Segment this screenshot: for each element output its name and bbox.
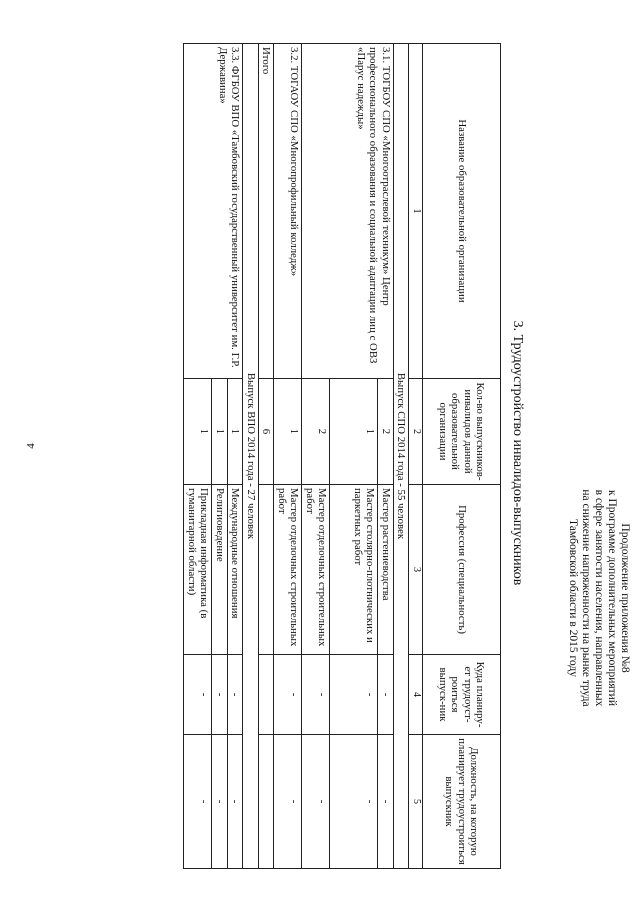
graduates-table: [184, 43, 502, 869]
column-header-profession: Профессия (специальность): [423, 485, 501, 655]
where-cell: -: [302, 655, 330, 735]
spo-section-label: Выпуск СПО 2014 года - 55 человек: [394, 44, 410, 869]
page-number: 4: [24, 443, 37, 449]
table-row: [274, 44, 302, 869]
where-cell: -: [184, 655, 212, 735]
table-row: [378, 44, 394, 869]
count-cell: 1: [228, 379, 244, 485]
where-cell: -: [378, 655, 394, 735]
org-cell: 3.1. ТОГБОУ СПО «Многоотраслевой техникум» Центр профессионального образования и социальной адаптации лиц с ОВЗ «Парус надежды»: [302, 44, 394, 379]
rotated-page: [9, 8, 631, 898]
column-header-where: Куда планиру-ет трудоуст-роиться выпуск-ник: [423, 655, 501, 735]
header-line: Тамбовской области в 2015 году: [567, 519, 579, 677]
position-cell: -: [378, 735, 394, 869]
header-line: к Программе дополнительных мероприятий: [606, 490, 618, 706]
org-cell: 3.3. ФГБОУ ВПО «Тамбовский государственный университет им. Г.Р. Державина»: [184, 44, 243, 379]
position-cell: -: [228, 735, 244, 869]
column-header-org: Название образовательной организации: [423, 44, 501, 379]
where-cell: -: [212, 655, 228, 735]
profession-cell: Мастер отделочных строительных работ: [302, 485, 330, 655]
profession-cell: Мастер столярно-плотнических и паркетных работ: [330, 485, 378, 655]
header-line: Продолжение приложения №8: [619, 523, 631, 673]
column-number: 2: [409, 379, 423, 485]
profession-cell: Прикладная информатика (в гуманитарной области): [184, 485, 212, 655]
section-title: 3. Трудоустройство инвалидов-выпускников: [510, 320, 525, 586]
column-number-row: [409, 44, 423, 869]
empty-cell: [259, 655, 275, 735]
column-number: 4: [409, 655, 423, 735]
position-cell: -: [274, 735, 302, 869]
column-number: 5: [409, 735, 423, 869]
section-row: [243, 44, 259, 869]
table-header-row: [423, 44, 501, 869]
position-cell: -: [302, 735, 330, 869]
org-cell: 3.2. ТОГАОУ СПО «Многопрофильный колледж»: [274, 44, 302, 379]
profession-cell: Мастер отделочных строительных работ: [274, 485, 302, 655]
profession-cell: Мастер растениеводства: [378, 485, 394, 655]
appendix-header: [566, 388, 631, 808]
count-cell: 2: [302, 379, 330, 485]
count-cell: 1: [212, 379, 228, 485]
vpo-section-label: Выпуск ВПО 2014 года - 27 человек: [243, 44, 259, 869]
total-label: Итого: [259, 44, 275, 379]
count-cell: 1: [274, 379, 302, 485]
position-cell: -: [330, 735, 378, 869]
section-row: [394, 44, 410, 869]
where-cell: -: [228, 655, 244, 735]
table-row: [228, 44, 244, 869]
profession-cell: Религиоведение: [212, 485, 228, 655]
total-value: 6: [259, 379, 275, 485]
total-row: [259, 44, 275, 869]
empty-cell: [259, 485, 275, 655]
column-header-position: Должность, на которую планирует трудоустроиться выпускник: [423, 735, 501, 869]
column-number: 1: [409, 44, 423, 379]
count-cell: 1: [330, 379, 378, 485]
count-cell: 2: [378, 379, 394, 485]
column-number: 3: [409, 485, 423, 655]
where-cell: -: [274, 655, 302, 735]
count-cell: 1: [184, 379, 212, 485]
profession-cell: Международные отношения: [228, 485, 244, 655]
empty-cell: [259, 735, 275, 869]
where-cell: -: [330, 655, 378, 735]
position-cell: -: [184, 735, 212, 869]
position-cell: -: [212, 735, 228, 869]
header-line: на снижение напряженности на рынке труда: [580, 489, 592, 707]
column-header-count: Кол-во выпускников-инвалидов данной образовательной организации: [423, 379, 501, 485]
header-line: в сфере занятости населения, направленных: [593, 489, 605, 707]
